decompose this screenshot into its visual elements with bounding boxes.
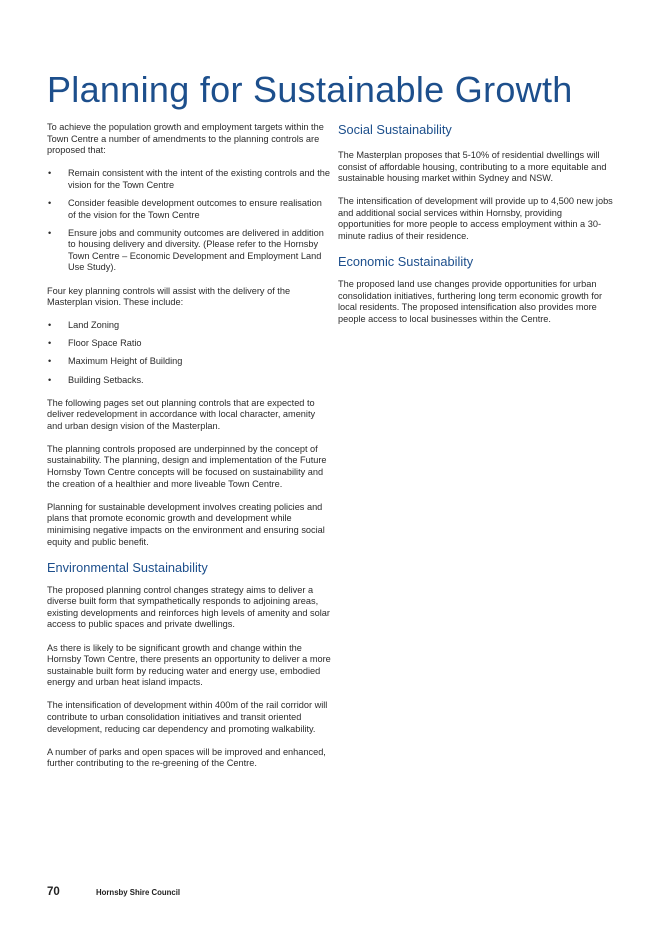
environmental-heading: Environmental Sustainability	[47, 559, 208, 575]
body-paragraph: The following pages set out planning controls that are expected to deliver redevelopment in accordance with local character, amenity and urban design vision of the Masterplan.	[47, 397, 316, 431]
list-item: • Floor Space Ratio	[48, 338, 142, 349]
council-name: Hornsby Shire Council	[96, 888, 181, 897]
amendments-list	[47, 168, 331, 274]
social-heading: Social Sustainability	[338, 122, 452, 137]
body-paragraph: The intensification of development will provide up to 4,500 new jobs and additional social services within Hornsby, providing opportunities for more people to access employment within a 30-minute radius of their residence.	[338, 196, 613, 242]
bullet-icon: •	[48, 356, 52, 367]
page-number: 70	[47, 886, 60, 898]
left-column	[47, 122, 331, 781]
body-paragraph: The proposed planning control changes strategy aims to deliver a diverse built form that sympathetically responds to adjoining areas, existing developments and reinforces high levels of amenity and solar access to public spaces and private dwellings.	[47, 584, 330, 630]
bullet-icon: •	[48, 168, 52, 179]
controls-intro-paragraph: Four key planning controls will assist with the delivery of the Masterplan vision. These include:	[47, 285, 291, 308]
economic-heading: Economic Sustainability	[338, 254, 474, 270]
body-paragraph: The proposed land use changes provide opportunities for urban consolidation initiatives, furthering long term economic growth for local residents. The proposed intensification also provides more people access to local businesses within the Centre.	[338, 279, 603, 324]
intro-paragraph: To achieve the population growth and employment targets within the Town Centre a number of amendments to the planning controls are proposed that:	[47, 122, 324, 156]
body-paragraph: As there is likely to be significant growth and change within the Hornsby Town Centre, there presents an opportunity to deliver a more sustainable built form by reducing water and energy use, embodied energy and urban heat island impacts.	[47, 642, 331, 688]
body-paragraph: The intensification of development within 400m of the rail corridor will contribute to urban consolidation initiatives and transit oriented development, reducing car dependency and promoting walkability.	[47, 700, 328, 734]
page-title: Planning for Sustainable Growth	[47, 69, 573, 110]
list-item: • Maximum Height of Building	[48, 356, 183, 367]
body-paragraph: The Masterplan proposes that 5-10% of residential dwellings will consist of affordable housing, contributing to a more equitable and sustainable housing market within Sydney and NSW.	[338, 150, 607, 184]
controls-list	[47, 320, 331, 386]
bullet-icon: •	[48, 374, 52, 385]
list-item: • Ensure jobs and community outcomes are delivered in addition to housing delivery and diversity. (Please refer to the Hornsby Town Centre – Economic Development and Employment Land Use Study).	[48, 227, 324, 273]
list-item: • Consider feasible development outcomes to ensure realisation of the vision for the Town Centre	[48, 197, 322, 220]
bullet-icon: •	[48, 197, 52, 208]
page-footer	[47, 882, 180, 900]
list-item: • Remain consistent with the intent of the existing controls and the vision for the Town Centre	[48, 168, 330, 190]
body-paragraph: A number of parks and open spaces will be improved and enhanced, further contributing to the re-greening of the Centre.	[47, 746, 326, 769]
body-paragraph: Planning for sustainable development involves creating policies and plans that promote economic growth and development while minimising negative impacts on the environment and ensuring social equity and public benefit.	[47, 501, 325, 547]
list-item: • Land Zoning	[48, 320, 120, 331]
list-item: • Building Setbacks.	[48, 374, 144, 385]
body-paragraph: The planning controls proposed are underpinned by the concept of sustainability. The planning, design and implementation of the Future Hornsby Town Centre concepts will be focused on sustainability and the creation of a healthier and more liveable Town Centre.	[47, 443, 327, 489]
bullet-icon: •	[48, 227, 52, 238]
bullet-icon: •	[48, 338, 52, 349]
bullet-icon: •	[48, 320, 52, 331]
right-column	[338, 122, 615, 337]
